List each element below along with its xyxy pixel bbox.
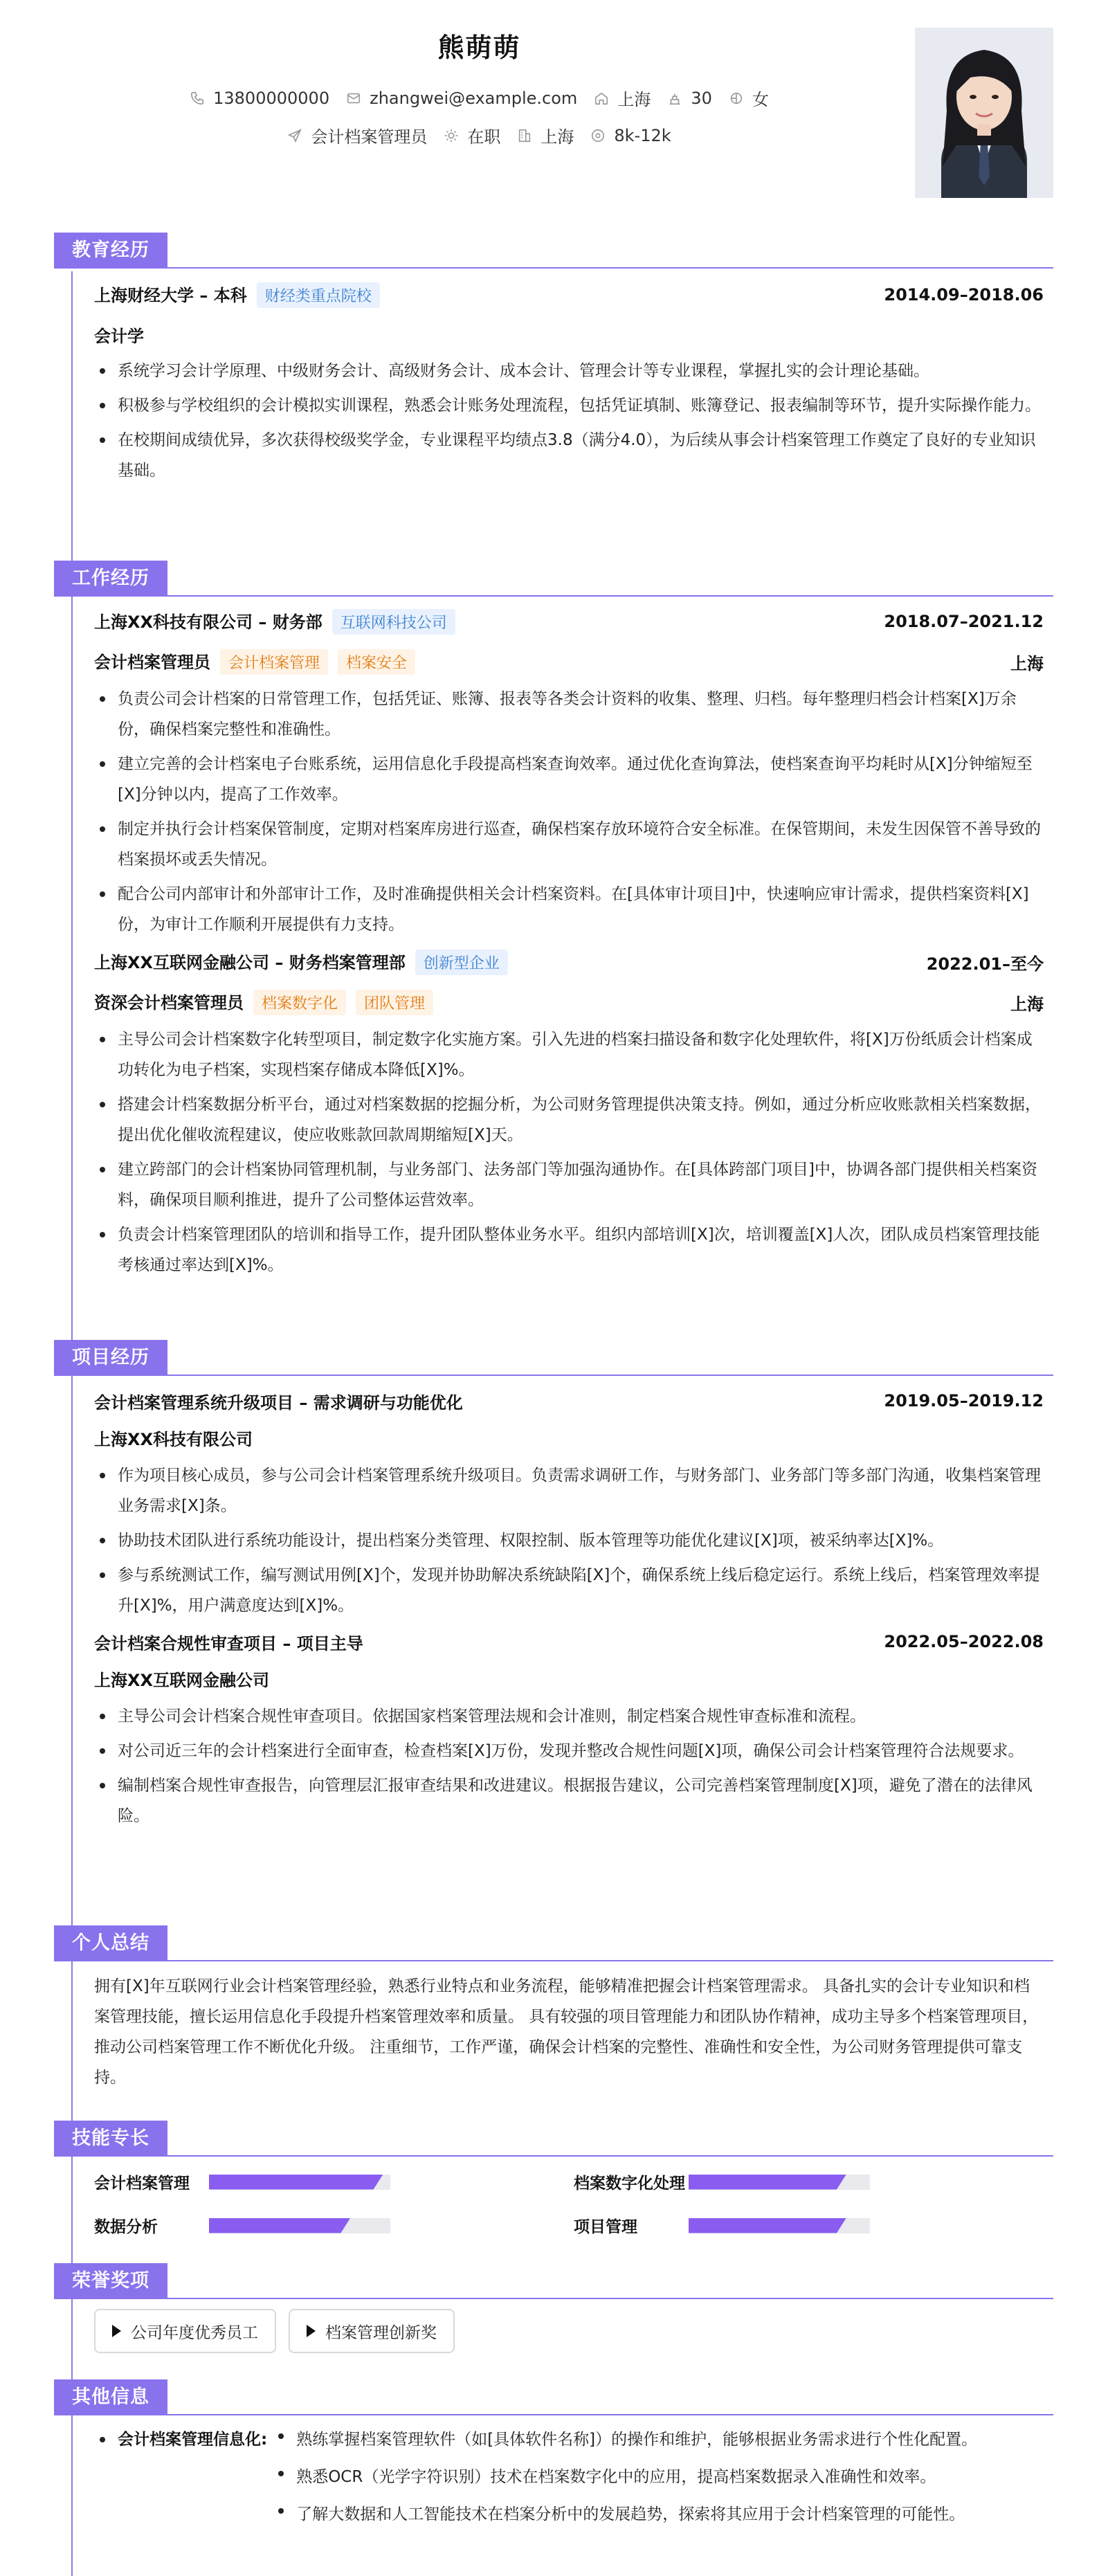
- skill-level-fill: [689, 2218, 846, 2233]
- job-date: 2018.07–2021.12: [884, 612, 1044, 631]
- skill-item: [574, 2214, 1053, 2237]
- list-item: 主导公司会计档案数字化转型项目，制定数字化实施方案。引入先进的档案扫描设备和数字化处理软件，将[X]万份纸质会计档案成功转化为电子档案，实现档案存储成本降低[X]%。: [94, 1024, 1044, 1085]
- skill-bar: [689, 2218, 870, 2233]
- skill-item: [94, 2214, 574, 2237]
- target-job-text: 会计档案管理员: [311, 127, 428, 147]
- honor-label: 公司年度优秀员工: [131, 2323, 258, 2342]
- salary-text: 8k-12k: [614, 125, 671, 145]
- mail-icon: [346, 91, 361, 106]
- role-tag: 团队管理: [356, 990, 433, 1015]
- phone-item: [190, 89, 329, 108]
- job-bullets: [94, 684, 1044, 940]
- honor-item: [289, 2309, 455, 2353]
- section-divider: [54, 2298, 1053, 2299]
- list-item: 对公司近三年的会计档案进行全面审查，检查档案[X]万份，发现并整改合规性问题[X]项，确保公司会计档案管理符合法规要求。: [94, 1736, 1044, 1766]
- other-info-key: 会计档案管理信息化:: [94, 2421, 267, 2533]
- project-bullets: [94, 1460, 1044, 1621]
- skill-item: [94, 2170, 574, 2193]
- section-title: 其他信息: [54, 2379, 167, 2415]
- section-divider: [54, 2155, 1053, 2157]
- honor-label: 档案管理创新奖: [325, 2323, 437, 2342]
- age-text: 30: [691, 88, 712, 108]
- other-info: [54, 2421, 1053, 2533]
- age-icon: [667, 91, 682, 106]
- role-tag: 会计档案管理: [220, 649, 328, 675]
- other-bullets: [273, 2421, 977, 2533]
- honors-section: [54, 2263, 1053, 2353]
- skill-bar: [209, 2218, 390, 2233]
- education-bullets: [94, 356, 1044, 486]
- list-item: 主导公司会计档案合规性审查项目。依据国家档案管理法规和会计准则，制定档案合规性审查标准和流程。: [94, 1701, 1044, 1732]
- list-item: 负责会计档案管理团队的培训和指导工作，提升团队整体业务水平。组织内部培训[X]次，培训覆盖[X]人次，团队成员档案管理技能考核通过率达到[X]%。: [94, 1219, 1044, 1280]
- job-bullets: [94, 1024, 1044, 1280]
- summary-section: [54, 1925, 1053, 2093]
- skills-section: [54, 2121, 1053, 2237]
- section-divider: [54, 595, 1053, 597]
- honors-list: [54, 2309, 1053, 2353]
- list-item: 积极参与学校组织的会计模拟实训课程，熟悉会计账务处理流程，包括凭证填制、账簿登记、报表编制等环节，提升实际操作能力。: [94, 390, 1044, 421]
- candidate-name: 熊萌萌: [437, 33, 521, 63]
- project-title: 会计档案合规性审查项目 – 项目主导: [94, 1633, 363, 1653]
- section-header: [54, 1340, 1053, 1376]
- status-text: 在职: [467, 127, 501, 147]
- skill-bar: [209, 2175, 390, 2190]
- building-icon: [517, 128, 532, 143]
- triangle-icon: [307, 2325, 316, 2337]
- project-date: 2019.05–2019.12: [884, 1391, 1044, 1411]
- email-item: [346, 89, 577, 108]
- resume-header: [0, 0, 1099, 208]
- list-item: 编制档案合规性审查报告，向管理层汇报审查结果和改进建议。根据报告建议，公司完善档案管理制度[X]项，避免了潜在的法律风险。: [94, 1770, 1044, 1831]
- skill-name: 数据分析: [94, 2218, 158, 2236]
- section-header: [54, 2121, 1053, 2157]
- role-tag: 档案数字化: [253, 990, 346, 1015]
- money-icon: [590, 128, 606, 143]
- skill-bar: [689, 2175, 870, 2190]
- job-role: 会计档案管理员: [94, 653, 210, 672]
- section-title: 工作经历: [54, 561, 167, 597]
- skill-name: 档案数字化处理: [574, 2175, 685, 2193]
- home-icon: [594, 91, 609, 106]
- list-item: 系统学习会计学原理、中级财务会计、高级财务会计、成本会计、管理会计等专业课程，掌握扎实的会计理论基础。: [94, 356, 1044, 386]
- section-header: [54, 233, 1053, 269]
- section-divider: [54, 267, 1053, 269]
- projects-section: [54, 1340, 1053, 1831]
- project-bullets: [94, 1701, 1044, 1831]
- job-date: 2022.01–至今: [926, 954, 1044, 974]
- phone-icon: [190, 91, 205, 106]
- gender-icon: [729, 91, 744, 106]
- list-item: 熟练掌握档案管理软件（如[具体软件名称]）的操作和维护，能够根据业务需求进行个性化配置。: [273, 2421, 977, 2458]
- location-text: 上海: [617, 90, 651, 109]
- skill-level-fill: [689, 2175, 846, 2190]
- other-section: [54, 2379, 1053, 2533]
- list-item: 负责公司会计档案的日常管理工作，包括凭证、账簿、报表等各类会计资料的收集、整理、归档。每年整理归档会计档案[X]万余份，确保档案完整性和准确性。: [94, 684, 1044, 745]
- honor-item: [94, 2309, 276, 2353]
- skills-grid: [54, 2170, 1053, 2237]
- target-city-text: 上海: [541, 127, 574, 147]
- company-tag: 互联网科技公司: [332, 609, 455, 635]
- job-city: 上海: [1010, 994, 1044, 1014]
- list-item: 制定并执行会计档案保管制度，定期对档案库房进行巡查，确保档案存放环境符合安全标准。在保管期间，未发生因保管不善导致的档案损坏或丢失情况。: [94, 814, 1044, 875]
- section-divider: [54, 1960, 1053, 1961]
- list-item: 参与系统测试工作，编写测试用例[X]个，发现并协助解决系统缺陷[X]个，确保系统上线后稳定运行。系统上线后，档案管理效率提升[X]%，用户满意度达到[X]%。: [94, 1560, 1044, 1621]
- section-header: [54, 2263, 1053, 2299]
- company-name: 上海XX互联网金融公司 – 财务档案管理部: [94, 953, 406, 972]
- skill-level-fill: [209, 2218, 350, 2233]
- list-item: 配合公司内部审计和外部审计工作，及时准确提供相关会计档案资料。在[具体审计项目]中，快速响应审计需求，提供档案资料[X]份，为审计工作顺利开展提供有力支持。: [94, 879, 1044, 940]
- list-item: 协助技术团队进行系统功能设计，提出档案分类管理、权限控制、版本管理等功能优化建议[X]项，被采纳率达[X]%。: [94, 1525, 1044, 1556]
- company-tag: 创新型企业: [415, 950, 508, 975]
- section-title: 项目经历: [54, 1340, 167, 1376]
- project-company: 上海XX科技有限公司: [94, 1430, 253, 1449]
- section-divider: [54, 2414, 1053, 2415]
- education-section: [54, 233, 1053, 486]
- education-date: 2014.09–2018.06: [884, 285, 1044, 305]
- status-icon: [444, 128, 459, 143]
- salary-item: [590, 126, 671, 145]
- section-title: 个人总结: [54, 1925, 167, 1961]
- list-item: 搭建会计档案数据分析平台，通过对档案数据的挖掘分析，为公司财务管理提供决策支持。例如，通过分析应收账款相关档案数据，提出优化催收流程建议，使应收账款回款周期缩短[X]天。: [94, 1089, 1044, 1150]
- section-divider: [54, 1375, 1053, 1376]
- summary-text: 拥有[X]年互联网行业会计档案管理经验，熟悉行业特点和业务流程，能够精准把握会计档案管理需求。 具备扎实的会计专业知识和档案管理技能，擅长运用信息化手段提升档案管理效率和质量。 具有较强的项目管理能力和团队协作精神，成功主导多个档案管理项目，推动公司档案管理工作不断优化升级。 注重细节，工作严谨，确保会计档案的完整性、准确性和安全性，为公司财务管理提供可靠支持。: [94, 1977, 1039, 2087]
- skill-name: 会计档案管理: [94, 2175, 190, 2193]
- skill-level-fill: [209, 2175, 383, 2190]
- section-header: [54, 1925, 1053, 1961]
- list-item: 作为项目核心成员，参与公司会计档案管理系统升级项目。负责需求调研工作，与财务部门、业务部门等多部门沟通，收集档案管理业务需求[X]条。: [94, 1460, 1044, 1521]
- triangle-icon: [112, 2325, 121, 2337]
- section-title: 教育经历: [54, 233, 167, 269]
- list-item: 熟悉OCR（光学字符识别）技术在档案数字化中的应用，提高档案数据录入准确性和效率。: [273, 2458, 977, 2496]
- list-item: 了解大数据和人工智能技术在档案分析中的发展趋势，探索将其应用于会计档案管理的可能性。: [273, 2496, 977, 2533]
- list-item: 建立跨部门的会计档案协同管理机制，与业务部门、法务部门等加强沟通协作。在[具体跨部门项目]中，协调各部门提供相关档案资料，确保项目顺利推进，提升了公司整体运营效率。: [94, 1154, 1044, 1215]
- job-city: 上海: [1010, 653, 1044, 673]
- project-company: 上海XX互联网金融公司: [94, 1671, 270, 1690]
- project-date: 2022.05–2022.08: [884, 1632, 1044, 1651]
- list-item: 在校期间成绩优异，多次获得校级奖学金，专业课程平均绩点3.8（满分4.0），为后续从事会计档案管理工作奠定了良好的专业知识基础。: [94, 425, 1044, 486]
- skill-item: [574, 2170, 1053, 2193]
- company-name: 上海XX科技有限公司 – 财务部: [94, 613, 323, 632]
- section-title: 技能专长: [54, 2121, 167, 2157]
- intent-row: [0, 123, 959, 147]
- gender-text: 女: [752, 90, 769, 109]
- section-header: [54, 2379, 1053, 2415]
- contact-row: [0, 86, 959, 110]
- school-tag: 财经类重点院校: [257, 282, 380, 308]
- target-city-item: [517, 123, 574, 147]
- phone-text: 13800000000: [213, 88, 330, 108]
- work-section: [54, 561, 1053, 1280]
- gender-item: [729, 86, 769, 110]
- list-item: 建立完善的会计档案电子台账系统，运用信息化手段提高档案查询效率。通过优化查询算法，使档案查询平均耗时从[X]分钟缩短至[X]分钟以内，提高了工作效率。: [94, 749, 1044, 810]
- skill-name: 项目管理: [574, 2218, 637, 2236]
- section-header: [54, 561, 1053, 597]
- school-name: 上海财经大学 – 本科: [94, 286, 247, 305]
- status-item: [444, 123, 500, 147]
- age-item: [667, 89, 712, 108]
- project-title: 会计档案管理系统升级项目 – 需求调研与功能优化: [94, 1393, 463, 1413]
- job-role: 资深会计档案管理员: [94, 993, 244, 1013]
- section-title: 荣誉奖项: [54, 2263, 167, 2299]
- location-item: [594, 86, 651, 110]
- profile-photo: [915, 28, 1053, 198]
- major: 会计学: [94, 327, 144, 346]
- send-icon: [287, 128, 302, 143]
- role-tag: 档案安全: [338, 649, 415, 675]
- target-job-item: [287, 123, 427, 147]
- email-text: zhangwei@example.com: [370, 88, 578, 108]
